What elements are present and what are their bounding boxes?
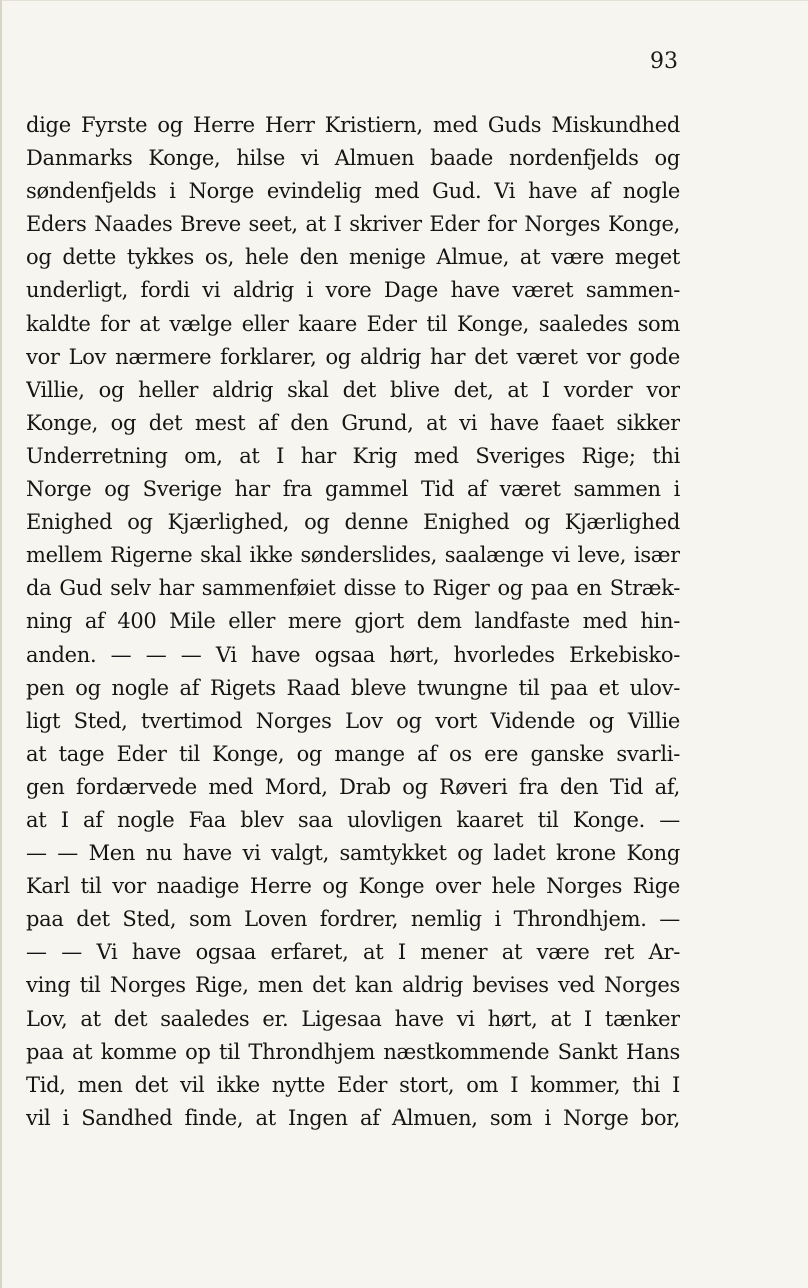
text-line: Norge og Sverige har fra gammel Tid af været sammen i [26,477,680,502]
page-number: 93 [650,49,678,74]
text-line: da Gud selv har sammenføiet disse to Riger og paa en Stræk- [26,576,680,601]
text-line: Konge, og det mest af den Grund, at vi have faaet sikker [26,410,680,435]
text-line: at tage Eder til Konge, og mange af os ere ganske svarli- [26,741,680,766]
text-line: Karl til vor naadige Herre og Konge over hele Norges Rige [26,874,680,899]
text-line: vor Lov nærmere forklarer, og aldrig har det været vor gode [26,344,680,369]
text-line: søndenfjelds i Norge evindelig med Gud. Vi have af nogle [26,179,680,204]
text-line: Tid, men det vil ikke nytte Eder stort, om I kommer, thi I [26,1072,680,1097]
text-line: dige Fyrste og Herre Herr Kristiern, med Guds Miskundhed [26,113,680,137]
text-line: og dette tykkes os, hele den menige Almue, at være meget [26,245,680,270]
text-line: paa at komme op til Throndhjem næstkommende Sankt Hans [26,1039,680,1064]
text-line: Underretning om, at I har Krig med Sveriges Rige; thi [26,443,680,468]
text-line: vil i Sandhed finde, at Ingen af Almuen, som i Norge bor, [26,1105,680,1130]
text-line: underligt, fordi vi aldrig i vore Dage have været sammen- [26,278,680,303]
text-line: gen fordærvede med Mord, Drab og Røveri fra den Tid af, [26,774,680,799]
body-text [26,109,680,1135]
text-line: at I af nogle Faa blev saa ulovligen kaaret til Konge. — [26,807,680,832]
text-line: anden. — — — Vi have ogsaa hørt, hvorledes Erkebisko- [26,642,680,667]
text-line: ning af 400 Mile eller mere gjort dem landfaste med hin- [26,609,680,634]
text-line: — — Vi have ogsaa erfaret, at I mener at være ret Ar- [26,940,680,965]
text-line: kaldte for at vælge eller kaare Eder til Konge, saaledes som [26,311,680,336]
text-line: mellem Rigerne skal ikke sønderslides, saalænge vi leve, især [26,543,680,568]
text-line: Villie, og heller aldrig skal det blive det, at I vorder vor [26,377,680,402]
text-line: ligt Sted, tvertimod Norges Lov og vort Vidende og Villie [26,708,680,733]
text-line: pen og nogle af Rigets Raad bleve twungne til paa et ulov- [26,675,680,700]
text-line: Danmarks Konge, hilse vi Almuen baade nordenfjelds og [26,146,680,171]
text-line: Eders Naades Breve seet, at I skriver Eder for Norges Konge, [26,212,680,237]
text-line: paa det Sted, som Loven fordrer, nemlig i Throndhjem. — [26,907,680,932]
text-line: Enighed og Kjærlighed, og denne Enighed og Kjærlighed [26,510,680,535]
text-line: — — Men nu have vi valgt, samtykket og ladet krone Kong [26,841,680,866]
text-line: ving til Norges Rige, men det kan aldrig bevises ved Norges [26,973,680,998]
text-line: Lov, at det saaledes er. Ligesaa have vi hørt, at I tænker [26,1006,680,1031]
